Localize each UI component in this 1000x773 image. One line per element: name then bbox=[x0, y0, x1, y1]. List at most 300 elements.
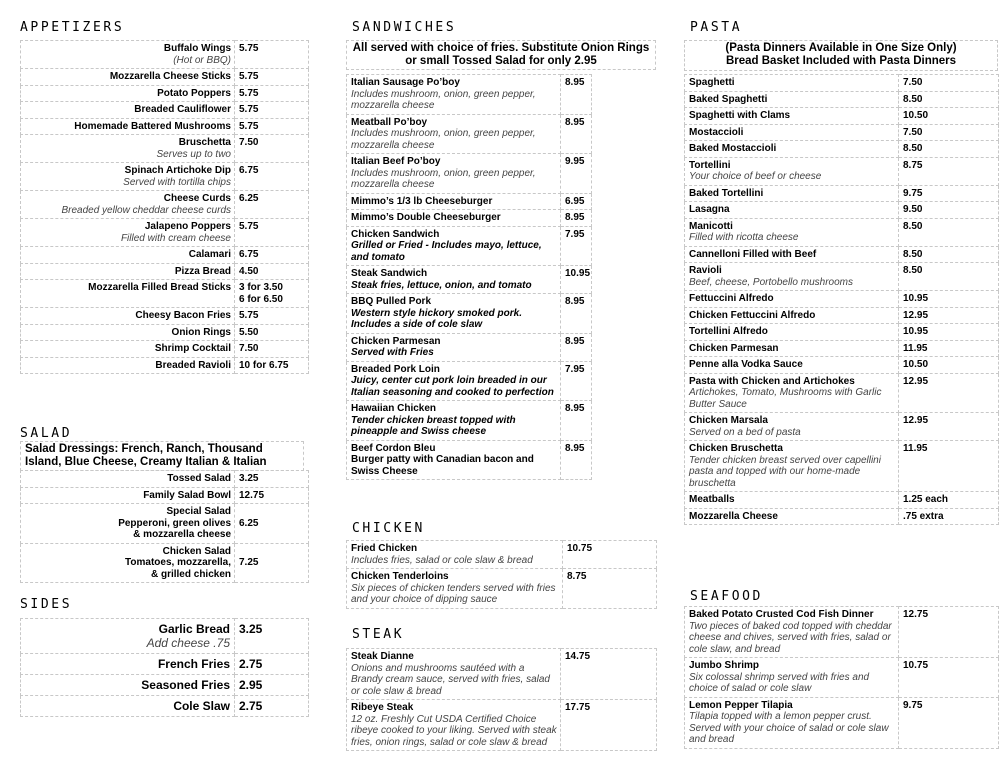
item-name: Onion Rings bbox=[171, 326, 231, 338]
item-name: French Fries bbox=[157, 657, 230, 671]
item-price-cell bbox=[899, 607, 999, 658]
menu-item-row bbox=[21, 135, 309, 163]
item-name: Bruschetta bbox=[178, 137, 231, 148]
menu-item-row bbox=[685, 413, 999, 441]
item-price: 17.75 bbox=[565, 702, 591, 713]
item-name: Hawaiian Chicken bbox=[351, 403, 437, 414]
menu-item-row bbox=[347, 226, 592, 266]
item-price-cell bbox=[561, 114, 592, 154]
item-price-cell bbox=[899, 218, 999, 246]
item-name: Cole Slaw bbox=[173, 699, 230, 713]
menu-item-row bbox=[21, 675, 309, 696]
item-price: 11.95 bbox=[903, 342, 928, 354]
menu-item-row bbox=[347, 154, 592, 194]
chicken-table bbox=[346, 540, 657, 609]
item-price: 8.95 bbox=[565, 296, 585, 307]
sandwiches-banner-box bbox=[346, 40, 656, 70]
item-price-cell bbox=[899, 413, 999, 441]
steak-heading: STEAK bbox=[352, 627, 405, 642]
menu-item-row bbox=[685, 357, 999, 374]
item-description: Filled with ricotta cheese bbox=[689, 232, 799, 243]
menu-item-row bbox=[685, 185, 999, 202]
item-price-cell bbox=[235, 308, 309, 325]
menu-item-row bbox=[685, 108, 999, 125]
item-name-cell bbox=[347, 361, 561, 401]
item-name: Seasoned Fries bbox=[141, 678, 230, 692]
item-name-cell bbox=[685, 157, 899, 185]
item-name-cell bbox=[21, 654, 235, 675]
item-price: 10.95 bbox=[903, 326, 929, 337]
sandwiches-table bbox=[346, 74, 592, 480]
item-name-cell bbox=[21, 543, 235, 583]
item-price-cell bbox=[899, 157, 999, 185]
item-name: Homemade Battered Mushrooms bbox=[74, 120, 231, 132]
item-name: Buffalo Wings bbox=[163, 43, 231, 54]
item-name: Chicken Tenderloins bbox=[351, 571, 449, 582]
menu-item-row bbox=[347, 361, 592, 401]
menu-item-row bbox=[685, 492, 999, 509]
item-name-cell bbox=[685, 508, 899, 525]
menu-item-row bbox=[347, 440, 592, 480]
item-description: Serves up to two bbox=[156, 148, 231, 160]
salad-items bbox=[20, 470, 309, 583]
item-price-cell bbox=[899, 75, 999, 92]
item-description: Includes fries, salad or cole slaw & bread bbox=[351, 554, 533, 566]
item-price-cell bbox=[561, 210, 592, 227]
appetizers-heading: APPETIZERS bbox=[20, 20, 125, 35]
menu-item-row bbox=[21, 191, 309, 219]
pasta-note-line1: (Pasta Dinners Available in One Size Only) bbox=[725, 42, 957, 54]
item-name: Pizza Bread bbox=[174, 265, 231, 277]
item-price: 7.50 bbox=[239, 343, 259, 354]
item-price-cell bbox=[561, 649, 657, 700]
menu-item-row bbox=[685, 124, 999, 141]
item-price: 8.50 bbox=[903, 143, 923, 154]
item-name-cell bbox=[21, 102, 235, 119]
item-name-cell bbox=[685, 307, 899, 324]
item-name-cell bbox=[685, 340, 899, 357]
item-name-cell bbox=[21, 696, 235, 717]
sides-section bbox=[20, 618, 309, 717]
item-price-cell bbox=[235, 85, 309, 102]
item-description: Juicy, center cut pork loin breaded in our Italian seasoning and cooked to perfection bbox=[351, 375, 554, 398]
item-name: Spaghetti bbox=[689, 77, 735, 88]
item-description: Grilled or Fried - Includes mayo, lettuce, and tomato bbox=[351, 240, 542, 263]
item-name-cell bbox=[21, 219, 235, 247]
item-name: Chicken Marsala bbox=[689, 415, 768, 426]
pasta-heading: PASTA bbox=[690, 20, 743, 35]
item-name: Chicken Fettuccini Alfredo bbox=[689, 309, 816, 321]
chicken-heading: CHICKEN bbox=[352, 521, 425, 536]
item-price: 7.50 bbox=[903, 77, 923, 88]
item-name-cell bbox=[685, 124, 899, 141]
sides-table bbox=[20, 618, 309, 717]
item-price: 11.95 bbox=[903, 443, 928, 454]
item-price-cell bbox=[235, 263, 309, 280]
item-price: 8.75 bbox=[567, 571, 587, 582]
salad-heading: SALAD bbox=[20, 426, 73, 441]
item-name-cell bbox=[21, 191, 235, 219]
item-description: Burger patty with Canadian bacon and Swiss Cheese bbox=[351, 454, 534, 477]
item-price-cell bbox=[561, 700, 657, 751]
item-price: 3 for 3.50 bbox=[239, 282, 283, 293]
item-name: Calamari bbox=[188, 249, 231, 260]
item-name-cell bbox=[685, 441, 899, 492]
item-name-cell bbox=[21, 341, 235, 358]
menu-item-row bbox=[21, 102, 309, 119]
item-price-cell bbox=[899, 373, 999, 413]
item-price-cell bbox=[899, 307, 999, 324]
item-price: 12.95 bbox=[903, 375, 929, 387]
item-name-cell bbox=[685, 202, 899, 219]
item-price-cell bbox=[899, 357, 999, 374]
item-price-cell bbox=[235, 41, 309, 69]
item-name-cell bbox=[21, 118, 235, 135]
item-name-cell bbox=[21, 135, 235, 163]
item-name: Breaded Cauliflower bbox=[134, 104, 231, 115]
item-name: Breaded Pork Loin bbox=[351, 363, 440, 375]
item-price: 6.95 bbox=[565, 195, 585, 207]
menu-item-row bbox=[347, 569, 657, 609]
item-name: Mozzarella Cheese Sticks bbox=[109, 71, 231, 82]
item-name: Chicken Salad bbox=[162, 545, 231, 557]
item-name-cell bbox=[347, 700, 561, 751]
pasta-section bbox=[684, 74, 999, 525]
item-name-cell bbox=[685, 218, 899, 246]
item-description: Your choice of beef or cheese bbox=[689, 171, 822, 182]
item-description: Six colossal shrimp served with fries and choice of salad or cole slaw bbox=[689, 671, 870, 694]
item-price-cell bbox=[235, 654, 309, 675]
menu-item-row bbox=[685, 307, 999, 324]
item-name-cell bbox=[685, 658, 899, 698]
item-name: Lemon Pepper Tilapia bbox=[689, 699, 793, 711]
menu-item-row bbox=[685, 373, 999, 413]
menu-item-row bbox=[685, 157, 999, 185]
menu-item-row bbox=[21, 263, 309, 280]
item-price-cell bbox=[899, 124, 999, 141]
item-price: 8.95 bbox=[565, 403, 585, 414]
menu-item-row bbox=[21, 341, 309, 358]
item-price-cell bbox=[561, 440, 592, 480]
item-name-cell bbox=[347, 114, 561, 154]
item-price-cell bbox=[899, 141, 999, 158]
menu-item-row bbox=[347, 114, 592, 154]
item-name-cell bbox=[685, 75, 899, 92]
item-name: Beef Cordon Bleu bbox=[351, 442, 436, 454]
item-name-cell bbox=[347, 210, 561, 227]
item-price-cell bbox=[561, 401, 592, 441]
item-price: 5.75 bbox=[239, 120, 259, 132]
menu-item-row bbox=[21, 308, 309, 325]
menu-item-row bbox=[21, 696, 309, 717]
menu-item-row bbox=[685, 218, 999, 246]
item-price: 5.50 bbox=[239, 326, 259, 338]
appetizers-table bbox=[20, 40, 309, 374]
item-name-cell bbox=[21, 41, 235, 69]
menu-item-row bbox=[685, 441, 999, 492]
item-name: Mozzarella Filled Bread Sticks bbox=[88, 282, 231, 293]
item-description: Add cheese .75 bbox=[146, 636, 230, 650]
item-price: 5.75 bbox=[239, 87, 259, 99]
item-name-cell bbox=[21, 471, 235, 488]
item-name: Manicotti bbox=[689, 220, 733, 232]
item-name: Chicken Sandwich bbox=[351, 228, 440, 240]
item-name-cell bbox=[685, 108, 899, 125]
item-price-cell bbox=[235, 191, 309, 219]
menu-item-row bbox=[347, 700, 657, 751]
menu-item-row bbox=[21, 504, 309, 544]
item-price: 9.75 bbox=[903, 699, 923, 711]
menu-item-row bbox=[21, 357, 309, 374]
item-description: Tender chicken breast served over capellini pasta and topped with our home-made bruschetta bbox=[689, 454, 881, 489]
item-price: 8.95 bbox=[565, 212, 585, 223]
item-name: Chicken Bruschetta bbox=[689, 443, 783, 454]
item-name: Baked Potato Crusted Cod Fish Dinner bbox=[689, 609, 874, 620]
item-price-cell bbox=[235, 341, 309, 358]
item-name: Mozzarella Cheese bbox=[689, 510, 778, 522]
menu-item-row bbox=[347, 649, 657, 700]
menu-item-row bbox=[685, 658, 999, 698]
item-price-cell bbox=[561, 333, 592, 361]
item-detail: & mozzarella cheese bbox=[133, 529, 231, 540]
item-name-cell bbox=[685, 141, 899, 158]
item-price: 8.75 bbox=[903, 159, 923, 171]
item-price: 3.25 bbox=[239, 622, 263, 636]
menu-item-row bbox=[685, 263, 999, 291]
item-name: Mimmo’s Double Cheeseburger bbox=[351, 212, 501, 223]
item-name: Chicken Parmesan bbox=[351, 335, 441, 347]
menu-item-row bbox=[685, 607, 999, 658]
item-price: .75 extra bbox=[903, 510, 944, 522]
menu-item-row bbox=[685, 202, 999, 219]
item-name-cell bbox=[685, 246, 899, 263]
seafood-heading: SEAFOOD bbox=[690, 589, 763, 604]
item-price: 7.95 bbox=[565, 363, 585, 375]
item-price: 9.75 bbox=[903, 187, 923, 199]
item-description: Includes mushroom, onion, green pepper, mozzarella cheese bbox=[351, 88, 536, 111]
item-price-cell bbox=[561, 75, 592, 115]
item-name: Baked Spaghetti bbox=[689, 93, 768, 105]
item-price-cell bbox=[235, 280, 309, 308]
menu-item-row bbox=[21, 69, 309, 86]
item-price: 9.95 bbox=[565, 156, 585, 167]
item-price: 10.50 bbox=[903, 359, 929, 370]
item-name: Cannelloni Filled with Beef bbox=[689, 248, 817, 260]
seafood-section bbox=[684, 606, 999, 749]
item-name-cell bbox=[21, 619, 235, 654]
menu-item-row bbox=[21, 619, 309, 654]
item-description: 12 oz. Freshly Cut USDA Certified Choice ribeye cooked to your liking. Served with steak fries, onion rings, salad or cole slaw & bread bbox=[351, 713, 557, 748]
item-name-cell bbox=[21, 85, 235, 102]
chicken-section bbox=[346, 540, 657, 609]
salad-table bbox=[20, 470, 309, 583]
item-price: 1.25 each bbox=[903, 494, 949, 505]
item-name: BBQ Pulled Pork bbox=[351, 296, 432, 307]
menu-item-row bbox=[685, 340, 999, 357]
item-name-cell bbox=[347, 193, 561, 210]
item-name: Cheesy Bacon Fries bbox=[135, 310, 231, 321]
menu-item-row bbox=[21, 280, 309, 308]
item-description: Western style hickory smoked pork. Includes a side of cole slaw bbox=[351, 307, 522, 330]
item-detail: & grilled chicken bbox=[150, 568, 231, 580]
item-price-cell bbox=[563, 569, 657, 609]
item-price-cell bbox=[235, 357, 309, 374]
item-price: 8.50 bbox=[903, 265, 923, 276]
salad-section bbox=[20, 441, 304, 471]
menu-item-row bbox=[685, 697, 999, 748]
menu-item-row bbox=[347, 210, 592, 227]
item-price-cell bbox=[235, 487, 309, 504]
item-description: Tender chicken breast topped with pineapple and Swiss cheese bbox=[351, 414, 516, 437]
item-name-cell bbox=[21, 324, 235, 341]
item-name: Steak Dianne bbox=[351, 651, 414, 662]
item-name: Steak Sandwich bbox=[351, 268, 428, 279]
item-price: 8.95 bbox=[565, 116, 585, 128]
item-price-cell bbox=[899, 508, 999, 525]
item-price: 6.75 bbox=[239, 249, 259, 260]
item-price-cell bbox=[899, 324, 999, 341]
item-name: Baked Tortellini bbox=[689, 187, 764, 199]
menu-item-row bbox=[685, 246, 999, 263]
item-name: Garlic Bread bbox=[158, 622, 230, 636]
item-name: Potato Poppers bbox=[157, 87, 231, 99]
appetizers-section bbox=[20, 40, 309, 374]
item-description: Tilapia topped with a lemon pepper crust. Served with your choice of salad or cole slaw and bread bbox=[689, 711, 889, 745]
item-name: Special Salad bbox=[166, 506, 231, 517]
item-name: Spaghetti with Clams bbox=[689, 110, 791, 121]
menu-item-row bbox=[347, 266, 592, 294]
item-price: 8.50 bbox=[903, 220, 923, 232]
pasta-banner-box bbox=[684, 40, 998, 71]
item-price-alt: 6 for 6.50 bbox=[239, 293, 283, 305]
item-name-cell bbox=[21, 263, 235, 280]
item-price-cell bbox=[899, 697, 999, 748]
sandwiches-heading: SANDWICHES bbox=[352, 20, 457, 35]
item-price-cell bbox=[235, 219, 309, 247]
menu-item-row bbox=[21, 471, 309, 488]
item-description: Onions and mushrooms sautéed with a Brandy cream sauce, served with fries, salad or cole slaw & bread bbox=[351, 662, 550, 697]
item-name-cell bbox=[347, 294, 561, 334]
menu-item-row bbox=[21, 219, 309, 247]
item-price: 12.75 bbox=[239, 489, 265, 501]
item-price-cell bbox=[563, 541, 657, 569]
item-name-cell bbox=[21, 487, 235, 504]
menu-item-row bbox=[21, 543, 309, 583]
item-name-cell bbox=[21, 247, 235, 264]
item-price-cell bbox=[561, 361, 592, 401]
item-name: Meatballs bbox=[689, 494, 735, 505]
item-name: Lasagna bbox=[689, 204, 730, 215]
menu-item-row bbox=[685, 291, 999, 308]
item-name-cell bbox=[685, 185, 899, 202]
item-name-cell bbox=[347, 75, 561, 115]
item-name: Family Salad Bowl bbox=[143, 489, 231, 501]
item-name: Italian Beef Po’boy bbox=[351, 156, 441, 167]
item-price-cell bbox=[561, 294, 592, 334]
item-price: 7.50 bbox=[903, 126, 923, 138]
item-price: 2.75 bbox=[239, 657, 263, 671]
item-name-cell bbox=[685, 91, 899, 108]
item-name-cell bbox=[685, 413, 899, 441]
item-name: Italian Sausage Po’boy bbox=[351, 77, 460, 88]
menu-item-row bbox=[21, 163, 309, 191]
sandwiches-section bbox=[346, 74, 592, 480]
item-name-cell bbox=[347, 649, 561, 700]
item-name-cell bbox=[347, 401, 561, 441]
item-price-cell bbox=[899, 658, 999, 698]
item-name-cell bbox=[21, 280, 235, 308]
item-price: 12.95 bbox=[903, 309, 929, 321]
item-price: 3.25 bbox=[239, 473, 259, 484]
item-name-cell bbox=[685, 357, 899, 374]
item-name-cell bbox=[685, 324, 899, 341]
item-price-cell bbox=[899, 291, 999, 308]
item-name: Fried Chicken bbox=[351, 543, 418, 554]
menu-item-row bbox=[347, 401, 592, 441]
pasta-note-line2: Bread Basket Included with Pasta Dinners bbox=[725, 55, 957, 67]
item-detail: Tomatoes, mozzarella, bbox=[125, 557, 231, 568]
menu-item-row bbox=[347, 333, 592, 361]
seafood-table bbox=[684, 606, 999, 749]
item-price-cell bbox=[235, 102, 309, 119]
item-name: Meatball Po’boy bbox=[351, 116, 428, 128]
item-name-cell bbox=[685, 373, 899, 413]
item-price-cell bbox=[899, 340, 999, 357]
menu-item-row bbox=[685, 324, 999, 341]
item-name: Jumbo Shrimp bbox=[689, 660, 760, 671]
item-price: 5.75 bbox=[239, 104, 259, 115]
item-name: Spinach Artichoke Dip bbox=[124, 165, 231, 176]
item-price-cell bbox=[561, 193, 592, 210]
menu-item-row bbox=[685, 508, 999, 525]
item-name: Breaded Ravioli bbox=[155, 359, 231, 371]
menu-item-row bbox=[21, 247, 309, 264]
item-price: 5.75 bbox=[239, 43, 259, 54]
item-description: Beef, cheese, Portobello mushrooms bbox=[689, 276, 853, 288]
item-description: (Hot or BBQ) bbox=[173, 54, 231, 66]
item-description: Includes mushroom, onion, green pepper, mozzarella cheese bbox=[351, 167, 536, 190]
item-price: 9.50 bbox=[903, 204, 923, 215]
menu-item-row bbox=[685, 91, 999, 108]
item-name-cell bbox=[347, 154, 561, 194]
item-price-cell bbox=[561, 266, 592, 294]
item-price: 7.25 bbox=[239, 557, 259, 568]
item-price: 8.50 bbox=[903, 93, 923, 105]
menu-item-row bbox=[21, 85, 309, 102]
item-name: Tossed Salad bbox=[167, 473, 231, 484]
item-price: 5.75 bbox=[239, 221, 259, 232]
item-price: 12.95 bbox=[903, 415, 929, 426]
item-name-cell bbox=[347, 440, 561, 480]
item-price-cell bbox=[899, 492, 999, 509]
item-price-cell bbox=[899, 108, 999, 125]
item-name: Fettuccini Alfredo bbox=[689, 293, 774, 304]
item-name-cell bbox=[347, 333, 561, 361]
item-name-cell bbox=[685, 263, 899, 291]
item-price-cell bbox=[235, 324, 309, 341]
item-price-cell bbox=[235, 619, 309, 654]
item-name-cell bbox=[21, 357, 235, 374]
item-name-cell bbox=[347, 226, 561, 266]
item-description: Six pieces of chicken tenders served with fries and your choice of dipping sauce bbox=[351, 582, 556, 605]
item-price: 12.75 bbox=[903, 609, 929, 620]
steak-section bbox=[346, 648, 657, 751]
item-price: 4.50 bbox=[239, 265, 259, 277]
item-price-cell bbox=[561, 154, 592, 194]
menu-item-row bbox=[347, 75, 592, 115]
item-name: Mimmo’s 1/3 lb Cheeseburger bbox=[351, 195, 493, 207]
menu-item-row bbox=[347, 294, 592, 334]
